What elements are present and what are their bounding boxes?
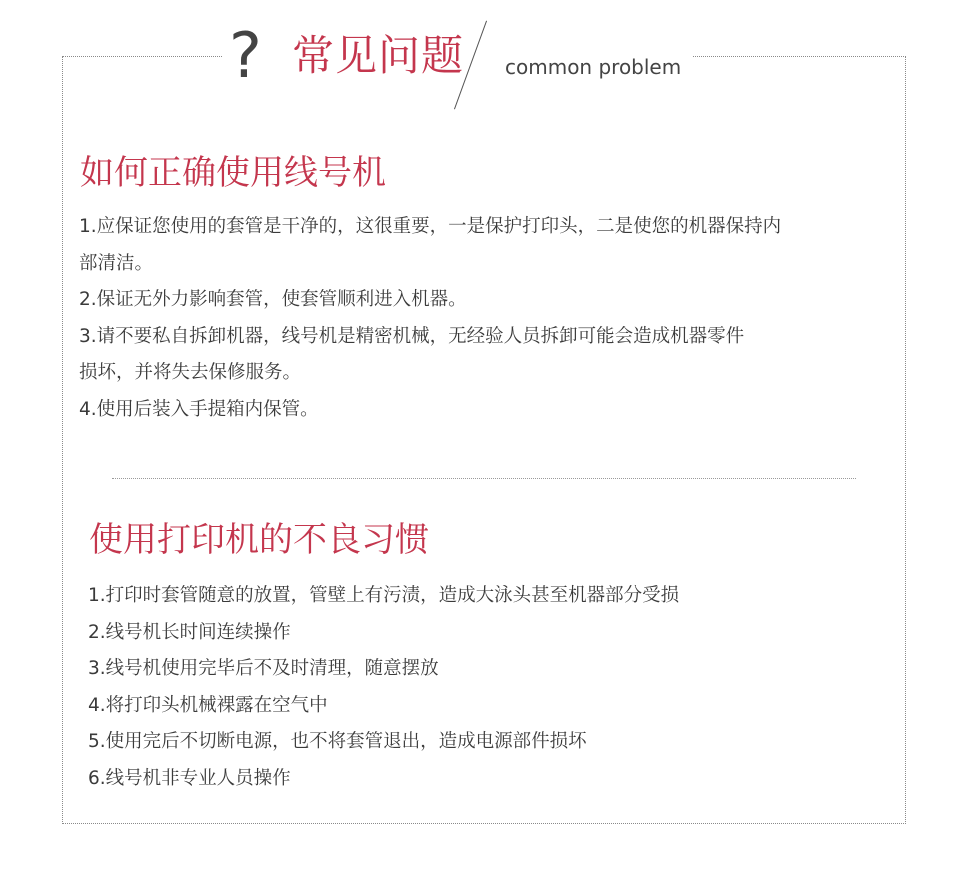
list-item: 部清洁。 — [79, 252, 154, 274]
list-item: 1.应保证您使用的套管是干净的，这很重要，一是保护打印头，二是使您的机器保持内 — [79, 216, 782, 237]
section-title-bad-habits: 使用打印机的不良习惯 — [89, 520, 429, 560]
question-mark-icon: ? — [229, 19, 262, 92]
list-item: 2.线号机长时间连续操作 — [88, 621, 291, 643]
section-divider — [112, 478, 856, 479]
list-item: 5.使用完后不切断电源，也不将套管退出，造成电源部件损坏 — [88, 731, 587, 752]
section-title-usage: 如何正确使用线号机 — [80, 153, 386, 193]
list-item: 4.将打印头机械裸露在空气中 — [88, 694, 328, 716]
list-item: 1.打印时套管随意的放置，管壁上有污渍，造成大泳头甚至机器部分受损 — [88, 585, 680, 606]
page-subtitle: common problem — [505, 55, 682, 79]
bad-habits-list — [88, 578, 679, 797]
usage-list — [79, 209, 781, 428]
list-item: 2.保证无外力影响套管，使套管顺利进入机器。 — [79, 289, 467, 310]
page-title: 常见问题 — [292, 31, 465, 80]
list-item: 3.线号机使用完毕后不及时清理，随意摆放 — [88, 658, 439, 679]
list-item: 损坏，并将失去保修服务。 — [79, 362, 302, 383]
list-item: 6.线号机非专业人员操作 — [88, 767, 291, 789]
list-item: 4.使用后装入手提箱内保管。 — [79, 398, 319, 420]
list-item: 3.请不要私自拆卸机器，线号机是精密机械，无经验人员拆卸可能会造成机器零件 — [79, 325, 745, 347]
